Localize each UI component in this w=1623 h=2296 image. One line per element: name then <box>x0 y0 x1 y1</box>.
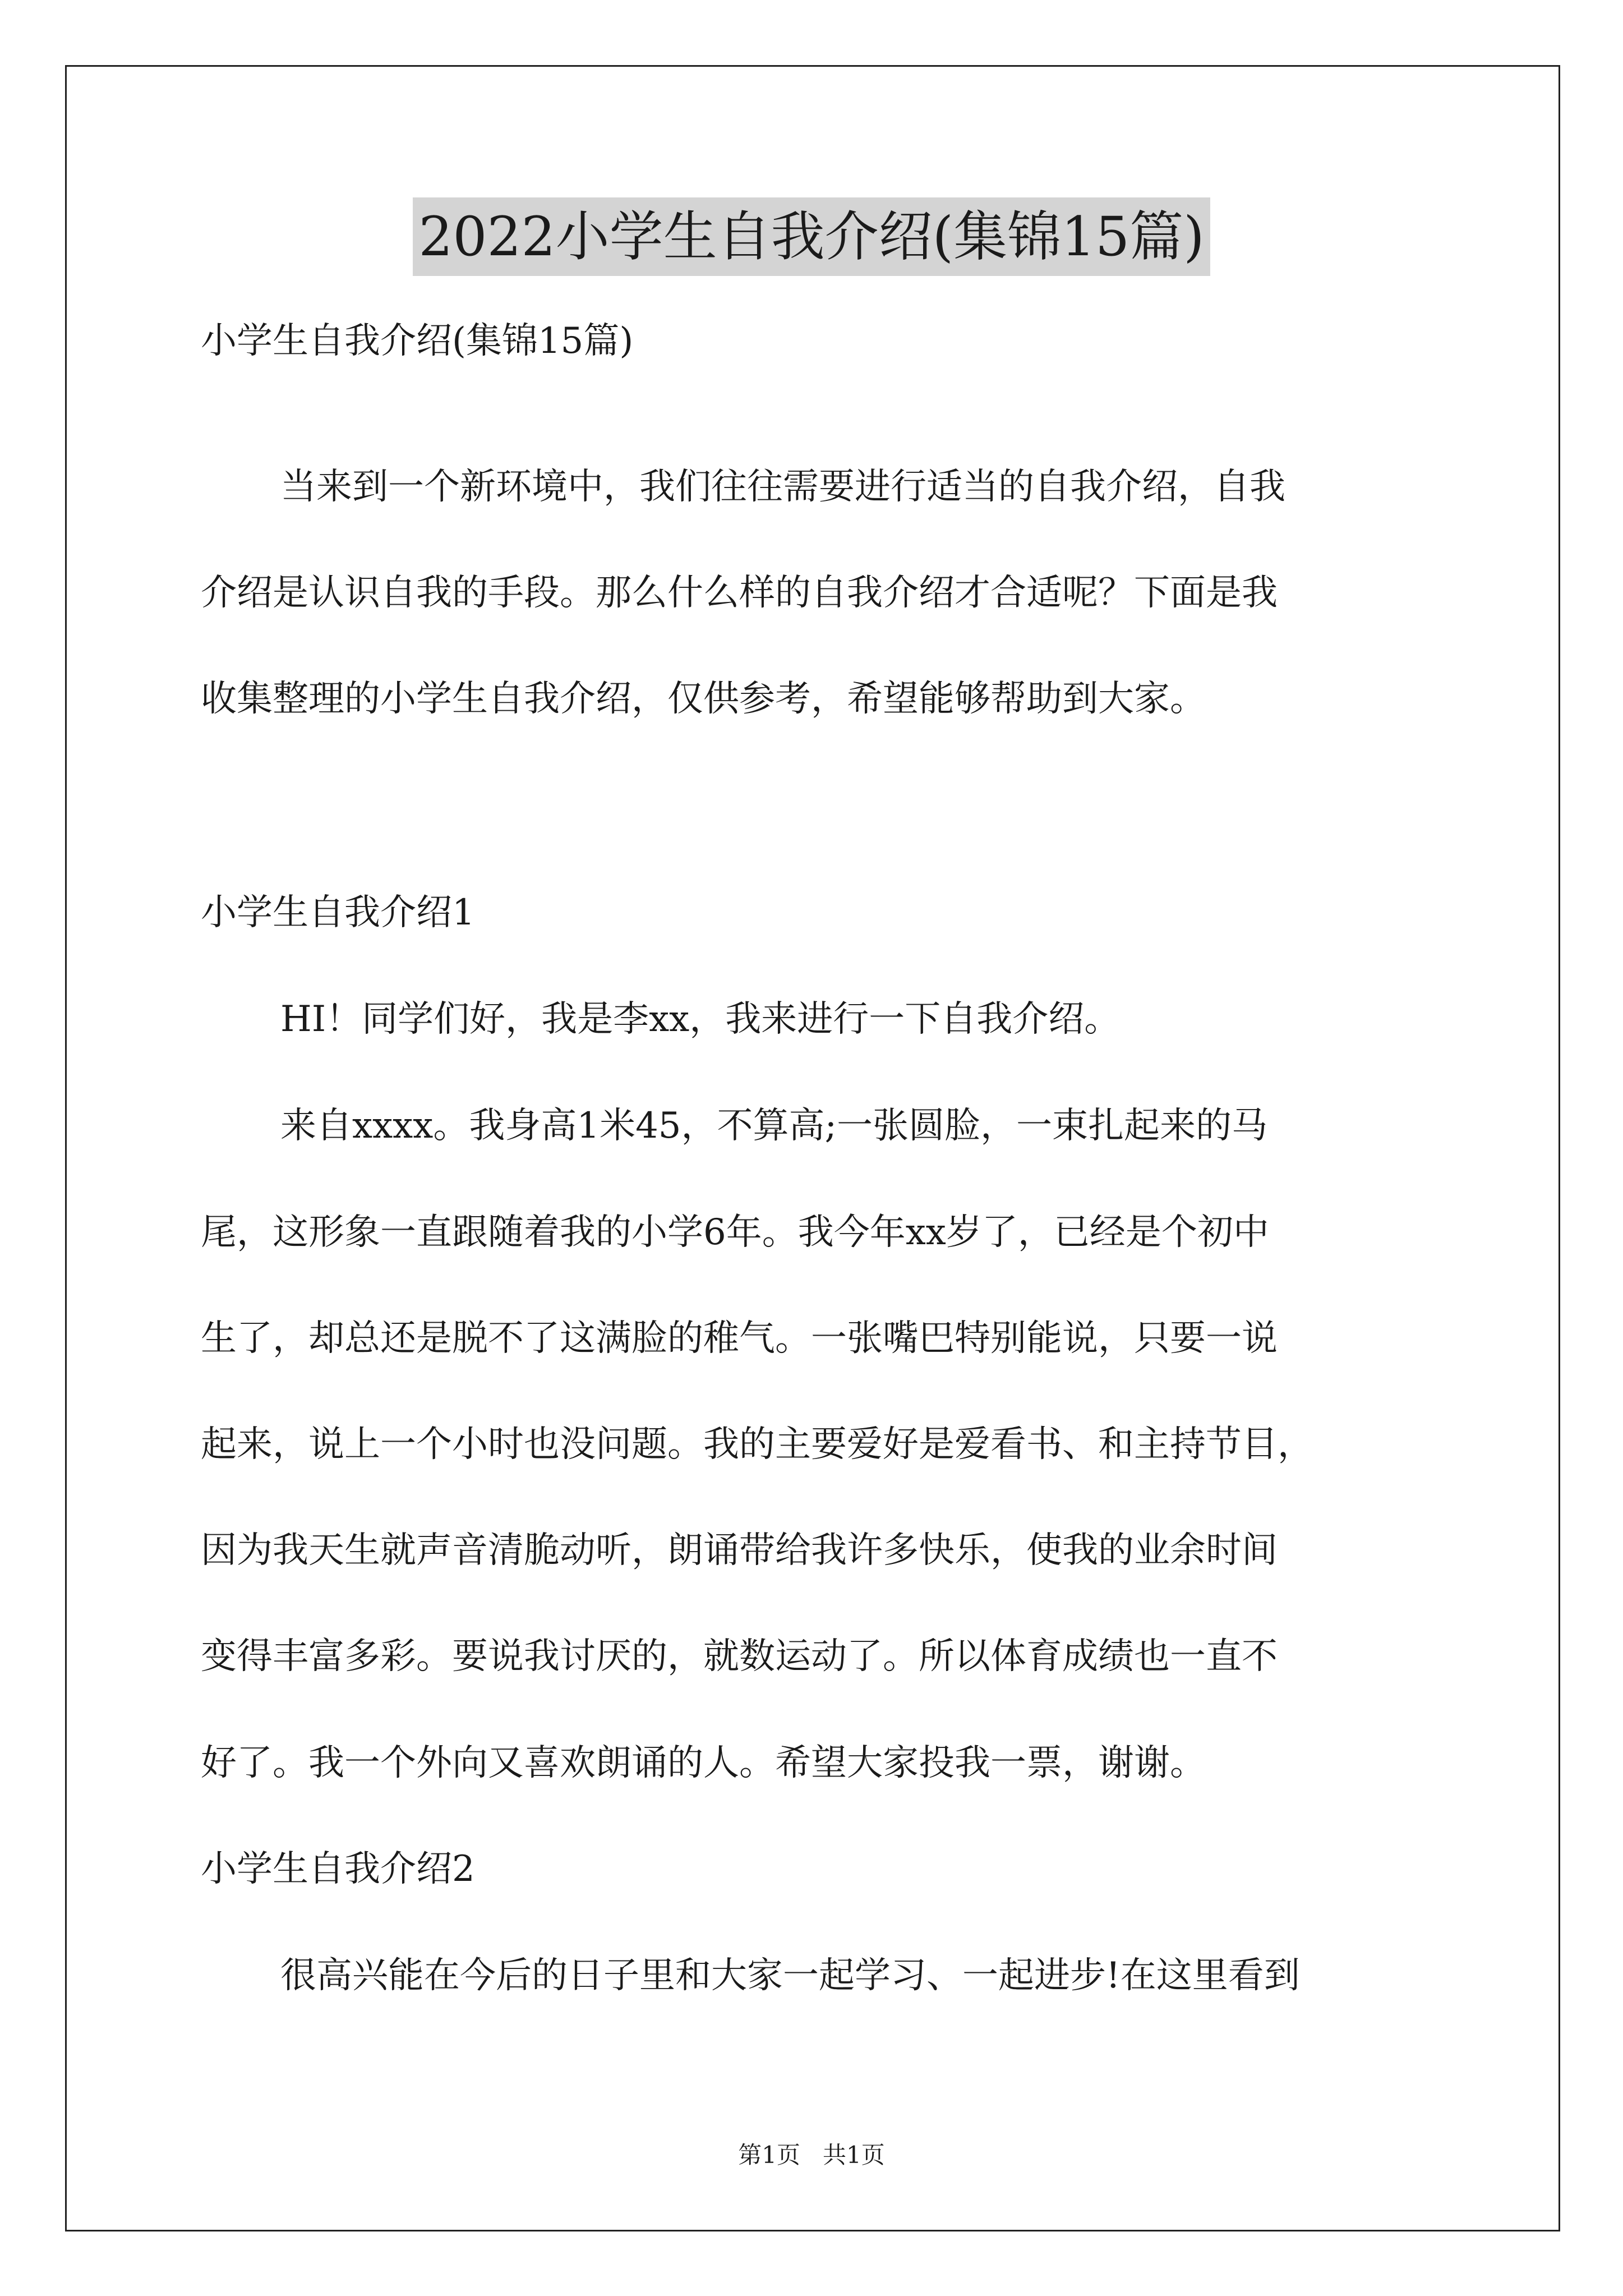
paragraph-line: 尾，这形象一直跟随着我的小学6年。我今年xx岁了，已经是个初中 <box>201 1212 1269 1253</box>
section-heading: 小学生自我介绍2 <box>201 1848 475 1890</box>
paragraph-line: 因为我天生就声音清脆动听，朗诵带给我许多快乐，使我的业余时间 <box>201 1530 1278 1571</box>
subtitle: 小学生自我介绍(集锦15篇) <box>201 320 634 362</box>
paragraph-line: HI！同学们好，我是李xx，我来进行一下自我介绍。 <box>280 999 1121 1040</box>
intro-line: 收集整理的小学生自我介绍，仅供参考，希望能够帮助到大家。 <box>201 678 1206 720</box>
paragraph-line: 生了，却总还是脱不了这满脸的稚气。一张嘴巴特别能说，只要一说 <box>201 1318 1278 1359</box>
paragraph-line: 变得丰富多彩。要说我讨厌的，就数运动了。所以体育成绩也一直不 <box>201 1636 1278 1677</box>
title-container <box>0 197 1623 276</box>
paragraph-line: 起来，说上一个小时也没问题。我的主要爱好是爱看书、和主持节目， <box>201 1424 1313 1465</box>
paragraph-line: 来自xxxx。我身高1米45，不算高;一张圆脸，一束扎起来的马 <box>280 1105 1268 1147</box>
intro-line: 介绍是认识自我的手段。那么什么样的自我介绍才合适呢？下面是我 <box>201 572 1278 614</box>
document-title: 2022小学生自我介绍(集锦15篇) <box>413 197 1210 276</box>
intro-line: 当来到一个新环境中，我们往往需要进行适当的自我介绍，自我 <box>280 466 1285 508</box>
section-heading: 小学生自我介绍1 <box>201 892 475 933</box>
paragraph-line: 好了。我一个外向又喜欢朗诵的人。希望大家投我一票，谢谢。 <box>201 1742 1206 1784</box>
page-footer: 第1页 共1页 <box>738 2141 885 2169</box>
paragraph-line: 很高兴能在今后的日子里和大家一起学习、一起进步!在这里看到 <box>280 1955 1300 1996</box>
